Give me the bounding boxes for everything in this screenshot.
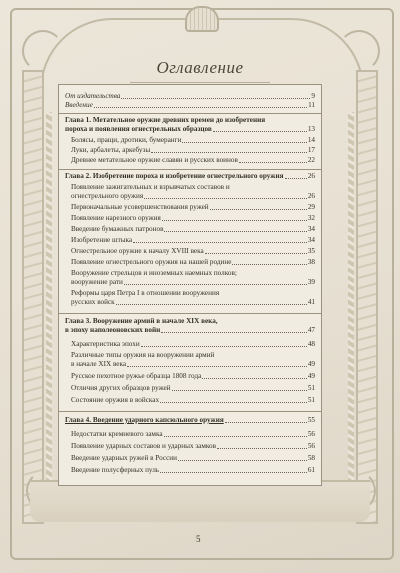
entry-title: Недостатки кремневого замка xyxy=(71,430,163,438)
left-column-ornament xyxy=(22,70,44,524)
page-number: 5 xyxy=(196,534,201,544)
entry-page: 56 xyxy=(307,442,315,450)
entry-title: огнестрельного оружия xyxy=(71,192,144,200)
toc-entry[interactable] xyxy=(71,297,315,307)
entry-page: 34 xyxy=(307,236,315,244)
toc-entry[interactable] xyxy=(71,213,315,223)
scroll-ornament-icon xyxy=(22,30,64,72)
entry-page: 51 xyxy=(307,384,315,392)
entry-title: Огнестрельное оружие к началу XVIII века xyxy=(71,247,204,255)
chapter-divider xyxy=(59,113,321,114)
toc-entry[interactable] xyxy=(71,191,315,201)
entry-page: 22 xyxy=(307,156,315,164)
title-underline xyxy=(130,82,270,83)
toc-entry[interactable] xyxy=(71,465,315,475)
toc-entry[interactable] xyxy=(65,100,315,110)
toc-entry[interactable] xyxy=(71,257,315,267)
entry-page: 38 xyxy=(307,258,315,266)
entry-page: 32 xyxy=(307,214,315,222)
page-title: Оглавление xyxy=(156,58,244,77)
entry-page: 13 xyxy=(307,125,315,133)
entry-page: 34 xyxy=(307,225,315,233)
toc-entry[interactable] xyxy=(71,441,315,451)
entry-title: Введение ударных ружей в России xyxy=(71,454,177,462)
toc-entry[interactable] xyxy=(71,395,315,405)
entry-title: Введение xyxy=(65,101,93,109)
entry-page: 48 xyxy=(307,340,315,348)
toc-entry[interactable] xyxy=(71,135,315,145)
entry-title: Первоначальные усовершенствования ружей xyxy=(71,203,209,211)
entry-page: 58 xyxy=(307,454,315,462)
chapter-heading: Глава 4. Введение ударного капсюльного оружия xyxy=(65,416,224,424)
toc-entry[interactable] xyxy=(71,145,315,155)
entry-page: 26 xyxy=(307,192,315,200)
chapter-divider xyxy=(59,169,321,170)
chapter-heading: Глава 2. Изобретение пороха и изобретение огнестрельного оружия xyxy=(65,172,284,180)
entry-title: Введение полусферных пуль xyxy=(71,466,160,474)
toc-entry[interactable] xyxy=(71,224,315,234)
chapter-divider xyxy=(59,411,321,412)
entry-title: От издательства xyxy=(65,92,121,100)
entry-page: 9 xyxy=(311,92,315,100)
shell-ornament-icon xyxy=(185,6,219,32)
entry-title: Изобретение штыка xyxy=(71,236,133,244)
chapter-divider xyxy=(59,313,321,314)
entry-page: 35 xyxy=(307,247,315,255)
entry-title: русских войск xyxy=(71,298,115,306)
entry-title: Введение бумажных патронов xyxy=(71,225,164,233)
entry-title: Луки, арбалеты, аркебузы xyxy=(71,146,151,154)
entry-title: вооружение рати xyxy=(71,278,123,286)
toc-panel xyxy=(58,84,322,486)
entry-title[interactable]: Вооружение стрельцов и иноземных наемных полков; xyxy=(71,269,237,277)
chapter-heading[interactable]: Глава 3. Вооружение армий в начале XIX века, xyxy=(65,317,218,325)
entry-title: Характеристика эпохи xyxy=(71,340,140,348)
entry-title: Болясы, пращи, дротики, бумеранги xyxy=(71,136,182,144)
toc-entry[interactable] xyxy=(71,277,315,287)
toc-entry[interactable] xyxy=(71,371,315,381)
right-rope-ornament xyxy=(348,112,354,482)
decorative-base xyxy=(30,480,370,522)
entry-page: 14 xyxy=(307,136,315,144)
entry-title: Появление огнестрельного оружия на нашей родине xyxy=(71,258,232,266)
chapter-heading[interactable]: Глава 1. Метательное оружие древних времен до изобретения xyxy=(65,116,266,124)
toc-entry[interactable] xyxy=(71,202,315,212)
toc-entry[interactable] xyxy=(65,325,315,335)
chapter-heading: пороха и появления огнестрельных образцов xyxy=(65,125,212,133)
entry-page: 55 xyxy=(307,416,315,424)
toc-entry[interactable] xyxy=(71,246,315,256)
entry-title: Русское пехотное ружье образца 1808 года xyxy=(71,372,202,380)
entry-title[interactable]: Появление зажигательных и взрывчатых составов и xyxy=(71,183,230,191)
entry-title: Состояние оружия в войсках xyxy=(71,396,160,404)
scroll-ornament-icon xyxy=(338,30,380,72)
toc-entry[interactable] xyxy=(71,339,315,349)
entry-page: 47 xyxy=(307,326,315,334)
entry-title: в начале XIX века xyxy=(71,360,127,368)
toc-entry[interactable] xyxy=(71,383,315,393)
right-column-ornament xyxy=(356,70,378,524)
entry-title[interactable]: Различные типы оружия на вооружении армий xyxy=(71,351,215,359)
chapter-heading: в эпоху наполеоновских войн xyxy=(65,326,161,334)
entry-title: Появление нарезного оружия xyxy=(71,214,161,222)
entry-page: 61 xyxy=(307,466,315,474)
toc-entry[interactable] xyxy=(71,235,315,245)
left-rope-ornament xyxy=(46,112,52,482)
toc-entry[interactable] xyxy=(71,155,315,165)
entry-page: 29 xyxy=(307,203,315,211)
toc-entry[interactable] xyxy=(71,359,315,369)
toc-entry[interactable] xyxy=(71,453,315,463)
entry-title[interactable]: Реформы царя Петра I в отношении вооружения xyxy=(71,289,220,297)
entry-title: Отличия других образцов ружей xyxy=(71,384,171,392)
entry-page: 39 xyxy=(307,278,315,286)
toc-entry[interactable] xyxy=(65,124,315,134)
entry-page: 56 xyxy=(307,430,315,438)
entry-page: 17 xyxy=(307,146,315,154)
toc-entry[interactable] xyxy=(65,415,315,425)
entry-page: 41 xyxy=(307,298,315,306)
entry-page: 49 xyxy=(307,360,315,368)
entry-page: 26 xyxy=(307,172,315,180)
entry-page: 51 xyxy=(307,396,315,404)
entry-title: Древнее метательное оружие славян и русских воинов xyxy=(71,156,238,164)
toc-entry[interactable] xyxy=(65,171,315,181)
entry-page: 11 xyxy=(308,101,315,109)
toc-entry[interactable] xyxy=(71,429,315,439)
entry-page: 49 xyxy=(307,372,315,380)
entry-title: Появление ударных составов и ударных замков xyxy=(71,442,217,450)
